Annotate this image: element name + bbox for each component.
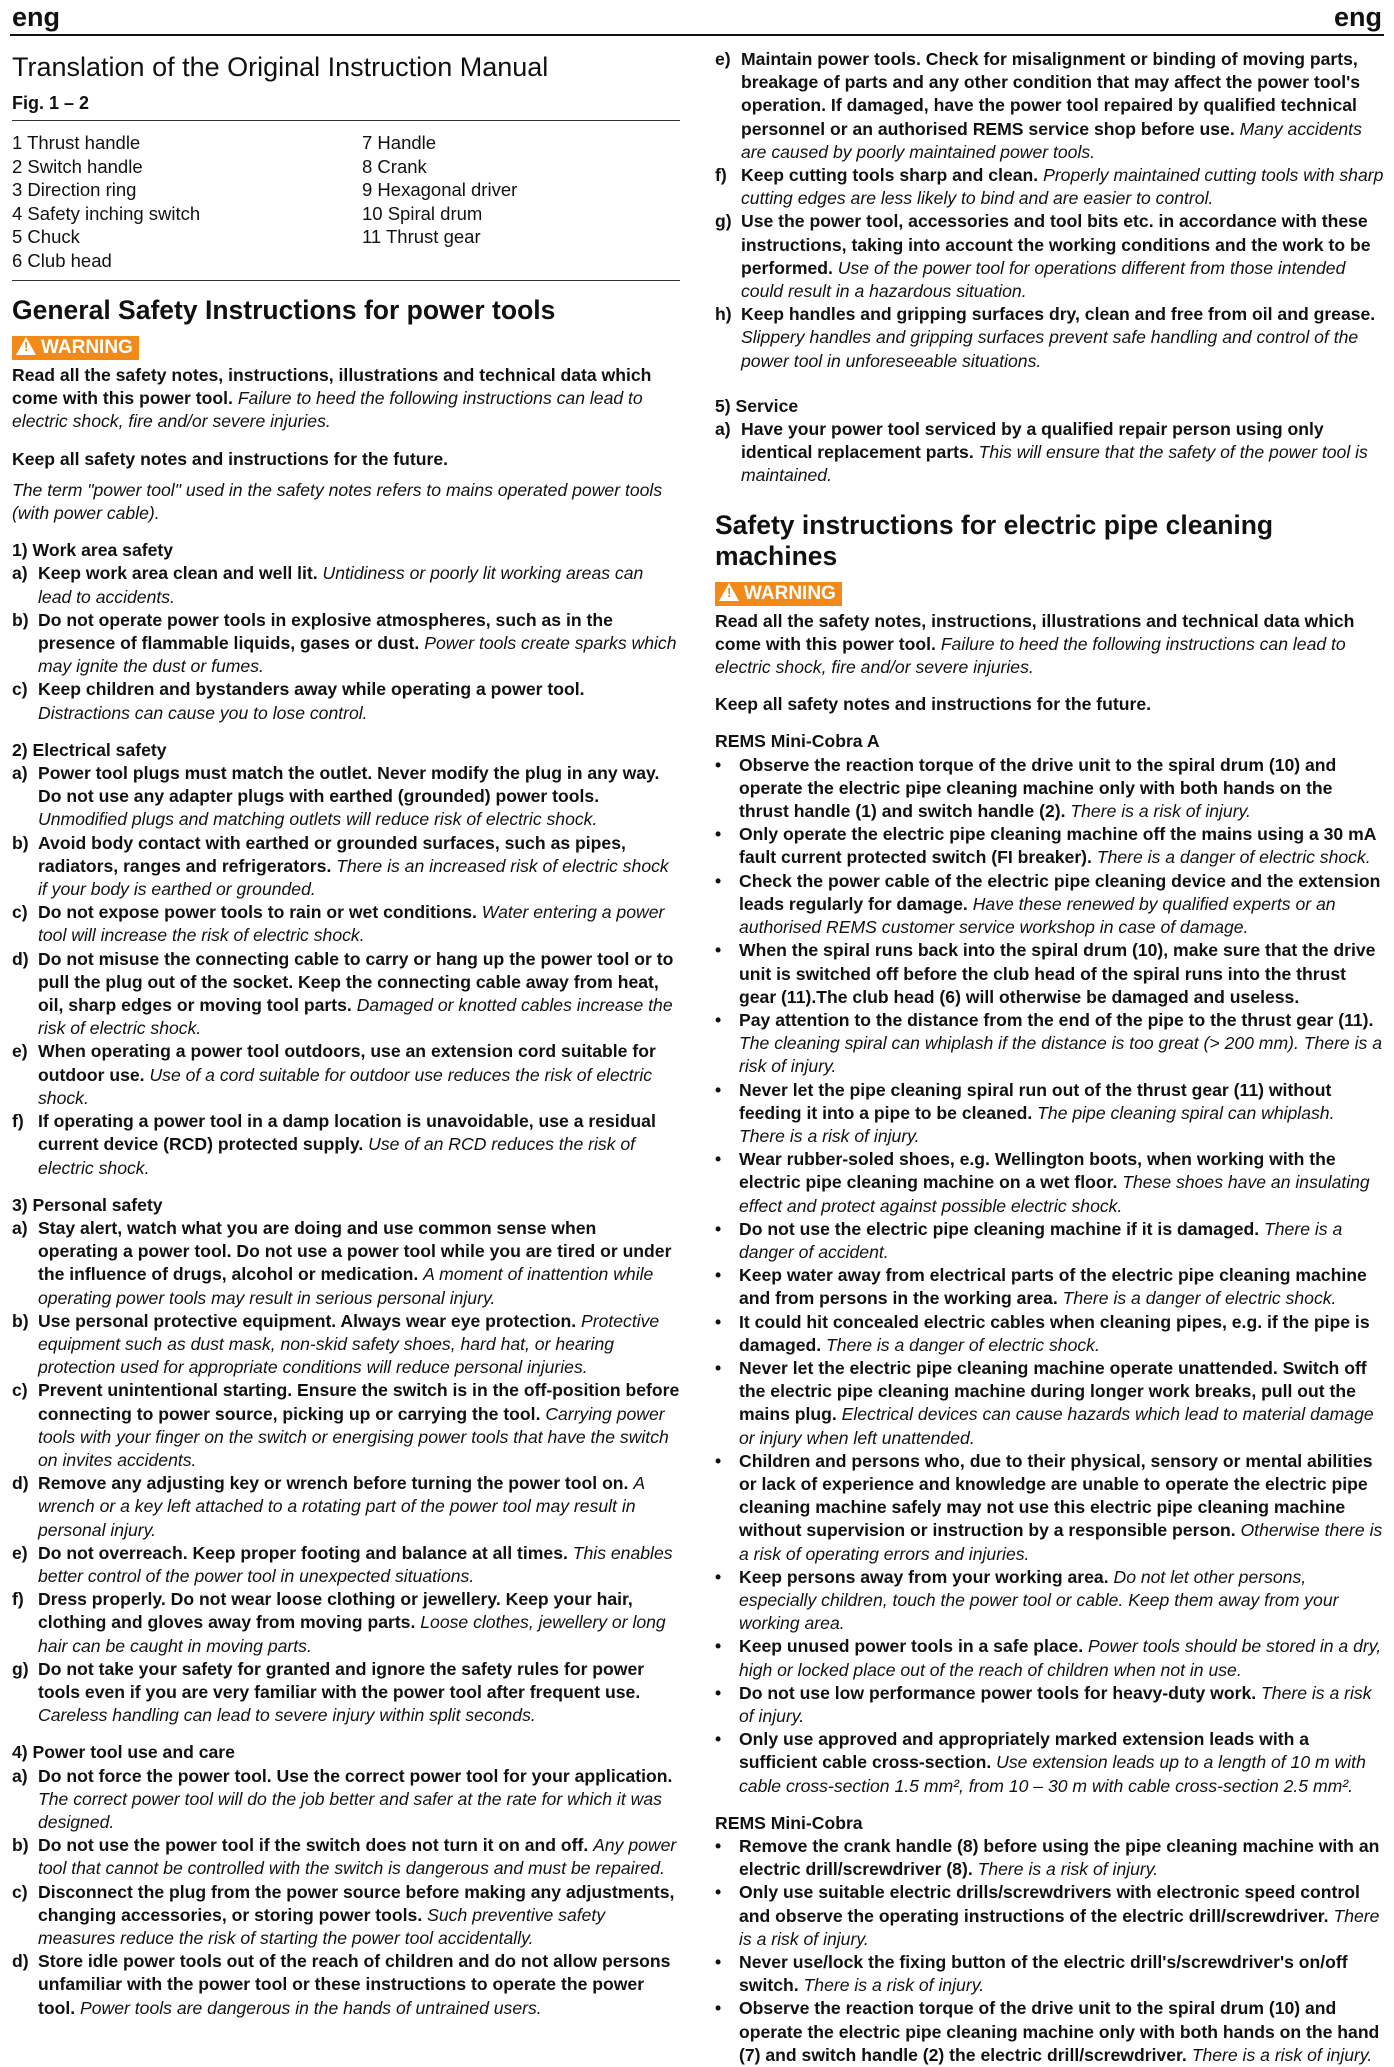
item-explanation: Have these renewed by qualified experts or an authorised REMS customer service workshop in case of damage.: [739, 893, 1336, 938]
list-item: [12, 1834, 680, 1880]
pipe-intro-bold: Read all the safety notes, instructions, illustrations and technical data which come with this power tool.: [715, 610, 1355, 654]
item-instruction: Observe the reaction torque of the drive unit to the spiral drum (10) and operate the electric pipe cleaning machine only with both hands on the thrust handle (1) and switch handle (2).: [739, 754, 1337, 822]
warning-label: WARNING: [744, 582, 836, 604]
item-instruction: Prevent unintentional starting. Ensure the switch is in the off-position before connecting to power source, picking up or carrying the tool.: [38, 1380, 680, 1424]
item-explanation: Power tools should be stored in a dry, high or locked place out of the reach of children when not in use.: [739, 1636, 1382, 1680]
list-item: [12, 1040, 680, 1110]
keep-note: Keep all safety notes and instructions for the future.: [12, 448, 449, 469]
part-entry: 5 Chuck: [12, 226, 80, 247]
bullet-marker: •: [715, 1952, 722, 1973]
item-text: [38, 1310, 680, 1380]
item-instruction: Never let the pipe cleaning spiral run out of the thrust gear (11) without feeding it into a pipe to be cleaned.: [739, 1079, 1332, 1123]
item-explanation: Loose clothes, jewellery or long hair can be caught in moving parts.: [38, 1612, 666, 1656]
bullet-item: [715, 1311, 1385, 1357]
item-instruction: Never use/lock the fixing button of the electric drill's/screwdriver's on/off switch.: [739, 1952, 1348, 1996]
parts-list-right: [362, 131, 662, 272]
item-explanation: There is a danger of electric shock.: [826, 1334, 1100, 1355]
item-instruction: Do not operate power tools in explosive atmospheres, such as in the presence of flammable liquids, gases or dust.: [38, 609, 613, 654]
item-marker: d): [12, 948, 29, 969]
item-explanation: Slippery handles and gripping surfaces prevent safe handling and control of the power tool in unforeseeable situations.: [741, 327, 1359, 371]
section-heading: 4) Power tool use and care: [12, 1742, 235, 1763]
bullet-marker: •: [715, 1357, 722, 1378]
item-text: [739, 1311, 1385, 1357]
item-text: [38, 1834, 680, 1880]
item-explanation: There is an increased risk of electric shock if your body is earthed or grounded.: [38, 855, 669, 900]
bullet-item: [715, 1997, 1385, 2067]
bullet-item: [715, 939, 1385, 1009]
bullet-marker: •: [715, 1729, 722, 1750]
bullet-marker: •: [715, 824, 722, 845]
item-explanation: Careless handling can lead to severe injury within split seconds.: [38, 1705, 536, 1726]
item-explanation: Untidiness or poorly lit working areas can lead to accidents.: [38, 563, 644, 607]
item-explanation: Such preventive safety measures reduce the risk of starting the power tool accidentally.: [38, 1904, 606, 1948]
list-item: [12, 1765, 680, 1835]
section-heading: 2) Electrical safety: [12, 739, 167, 760]
item-marker: e): [12, 1542, 28, 1563]
item-explanation: Protective equipment such as dust mask, non-skid safety shoes, hard hat, or hearing protection used for appropriate conditions will reduce personal injuries.: [38, 1310, 660, 1378]
item-text: [741, 303, 1385, 373]
item-instruction: Do not take your safety for granted and ignore the safety rules for power tools even if you are very familiar with the power tool after frequent use.: [38, 1658, 645, 1702]
item-instruction: Disconnect the plug from the power source before making any adjustments, changing accessories, or storing power tools.: [38, 1881, 675, 1925]
list-item: [715, 303, 1385, 373]
item-instruction: When operating a power tool outdoors, use an extension cord suitable for outdoor use.: [38, 1041, 656, 1085]
bullet-marker: •: [715, 1682, 722, 1703]
item-instruction: Check the power cable of the electric pipe cleaning device and the extension leads regularly for damage.: [739, 870, 1381, 914]
item-explanation: Use extension leads up to a length of 10 m with cable cross-section 1.5 mm², from 10 – 30 m with cable cross-section 2.5 mm².: [739, 1752, 1366, 1796]
item-instruction: Remove any adjusting key or wrench before turning the power tool on.: [38, 1473, 629, 1494]
item-text: [38, 762, 680, 832]
item-explanation: The pipe cleaning spiral can whiplash. There is a risk of injury.: [739, 1102, 1335, 1146]
item-text: [38, 1588, 680, 1658]
item-text: [739, 1357, 1385, 1450]
item-explanation: The cleaning spiral can whiplash if the distance is too great (> 200 mm). There is a risk of injury.: [739, 1033, 1382, 1077]
part-entry: 3 Direction ring: [12, 179, 137, 200]
part-entry: 11 Thrust gear: [362, 226, 481, 247]
item-instruction: Children and persons who, due to their physical, sensory or mental abilities or lack of experience and knowledge are unable to operate the electric pipe cleaning machine safely may not use this electric pipe cleaning machine without supervision or instruction by a responsible person.: [739, 1450, 1373, 1541]
item-explanation: These shoes have an insulating effect and protect against possible electric shock.: [739, 1172, 1370, 1216]
bullet-item: [715, 870, 1385, 940]
bullet-item: [715, 1951, 1385, 1997]
bullet-item: [715, 1635, 1385, 1681]
item-instruction: Observe the reaction torque of the drive unit to the spiral drum (10) and operate the electric pipe cleaning machine only with both hands on the hand (7) and switch handle (2) the electric drill/screwdriver.: [739, 1998, 1380, 2065]
item-marker: h): [715, 304, 732, 325]
list-item: [12, 678, 680, 724]
item-marker: c): [12, 902, 28, 923]
part-entry: 7 Handle: [362, 132, 437, 153]
item-instruction: Pay attention to the distance from the end of the pipe to the thrust gear (11).: [739, 1009, 1374, 1030]
item-instruction: Only use suitable electric drills/screwdrivers with electronic speed control and observe the operating instructions of the electric drill/screwdriver.: [739, 1882, 1360, 1926]
group-a-title: REMS Mini-Cobra A: [715, 731, 880, 752]
item-marker: c): [12, 1380, 28, 1401]
item-explanation: Use of the power tool for operations different from those intended could result in a hazardous situation.: [741, 257, 1346, 302]
bullet-marker: •: [715, 1149, 722, 1170]
item-instruction: Do not use the power tool if the switch does not turn it on and off.: [38, 1835, 589, 1856]
item-text: [739, 1951, 1385, 1997]
bullet-item: [715, 1357, 1385, 1450]
bullet-item: [715, 1728, 1385, 1798]
list-item: [12, 1542, 680, 1588]
pipe-keep-note: Keep all safety notes and instructions for the future.: [715, 694, 1152, 715]
bullet-marker: •: [715, 870, 722, 891]
part-entry: 4 Safety inching switch: [12, 202, 201, 224]
list-item: [12, 1950, 680, 2020]
pipe-intro-italic: Failure to heed the following instructions can lead to electric shock, fire and/or severe injuries.: [715, 633, 1346, 678]
part-entry: 8 Crank: [362, 155, 427, 177]
item-explanation: There is a risk of injury.: [1070, 801, 1251, 822]
item-text: [739, 1148, 1385, 1218]
bullet-marker: •: [715, 1009, 722, 1030]
bullet-marker: •: [715, 1218, 722, 1239]
item-text: [38, 562, 680, 608]
parts-list-left: [12, 131, 362, 272]
bullet-marker: •: [715, 940, 722, 961]
bullet-item: [715, 823, 1385, 869]
item-marker: f): [12, 1589, 24, 1610]
item-instruction: Keep unused power tools in a safe place.: [739, 1636, 1084, 1657]
group-a-list: [715, 754, 1385, 1798]
item-text: [38, 1040, 680, 1110]
item-instruction: Do not expose power tools to rain or wet conditions.: [38, 902, 477, 923]
right-column: [715, 48, 1385, 2067]
item-marker: e): [12, 1041, 28, 1062]
item-text: [739, 1728, 1385, 1798]
item-marker: f): [715, 165, 727, 186]
group-b-list: [715, 1835, 1385, 2067]
item-instruction: If operating a power tool in a damp location is unavoidable, use a residual current device (RCD) protected supply.: [38, 1111, 656, 1155]
item-instruction: Dress properly. Do not wear loose clothing or jewellery. Keep your hair, clothing and gloves away from moving parts.: [38, 1589, 633, 1633]
item-instruction: Have your power tool serviced by a qualified repair person using only identical replacement parts.: [741, 419, 1324, 463]
item-explanation: This will ensure that the safety of the power tool is maintained.: [741, 442, 1368, 486]
bullet-item: [715, 1566, 1385, 1636]
bullet-item: [715, 1450, 1385, 1566]
item-text: [739, 1997, 1385, 2067]
item-text: [38, 1542, 680, 1588]
item-text: [739, 823, 1385, 869]
item-explanation: Do not let other persons, especially children, touch the power tool or cable. Keep them away from your working area.: [739, 1566, 1339, 1634]
item-text: [741, 48, 1385, 164]
item-text: [38, 1110, 680, 1180]
group-b-title: REMS Mini-Cobra: [715, 1812, 863, 1833]
pipe-safety-title: Safety instructions for electric pipe cleaning machines: [715, 509, 1274, 571]
item-instruction: Power tool plugs must match the outlet. Never modify the plug in any way. Do not use any adapter plugs with earthed (grounded) power tools.: [38, 763, 660, 807]
service-title: 5) Service: [715, 395, 799, 416]
item-text: [739, 1009, 1385, 1079]
item-explanation: Power tools are dangerous in the hands of untrained users.: [80, 1997, 542, 2018]
bullet-marker: •: [715, 1836, 722, 1857]
item-text: [741, 210, 1385, 303]
warning-label: WARNING: [41, 337, 133, 358]
list-item: [12, 1588, 680, 1658]
item-explanation: There is a danger of electric shock.: [1062, 1288, 1337, 1309]
list-item: [715, 48, 1385, 164]
list-item: [12, 1881, 680, 1951]
item-instruction: Do not use the electric pipe cleaning machine if it is damaged.: [739, 1218, 1260, 1239]
item-marker: a): [12, 563, 28, 584]
list-item: [715, 164, 1385, 210]
bullet-marker: •: [715, 1566, 722, 1587]
bullet-item: [715, 1218, 1385, 1264]
bullet-marker: •: [715, 1636, 722, 1657]
item-text: [739, 1450, 1385, 1566]
item-explanation: Many accidents are caused by poorly maintained power tools.: [741, 118, 1362, 162]
item-explanation: Unmodified plugs and matching outlets will reduce risk of electric shock.: [38, 809, 598, 830]
part-entry: 10 Spiral drum: [362, 202, 483, 224]
item-instruction: Do not misuse the connecting cable to carry or hang up the power tool or to pull the plug out of the socket. Keep the connecting cable away from heat, oil, sharp edges or moving tool parts.: [38, 948, 674, 1016]
bullet-item: [715, 1009, 1385, 1079]
item-instruction: Keep handles and gripping surfaces dry, clean and free from oil and grease.: [741, 304, 1376, 325]
item-explanation: Carrying power tools with your finger on the switch or energising power tools that have the switch on invites accidents.: [38, 1403, 669, 1470]
item-text: [739, 1566, 1385, 1636]
item-text: [741, 418, 1385, 488]
left-column: [12, 48, 680, 2020]
item-explanation: Otherwise there is a risk of operating errors and injuries.: [739, 1520, 1383, 1564]
language-label-left: eng: [12, 2, 61, 32]
intro-bold: Read all the safety notes, instructions, illustrations and technical data which come with this power tool.: [12, 365, 652, 409]
bullet-item: [715, 754, 1385, 824]
item-instruction: Remove the crank handle (8) before using the pipe cleaning machine with an electric drill/screwdriver (8).: [739, 1836, 1380, 1880]
item-explanation: Water entering a power tool will increase the risk of electric shock.: [38, 902, 665, 946]
term-note: The term "power tool" used in the safety notes refers to mains operated power tools (with power cable).: [12, 479, 663, 524]
warning-icon: !: [719, 583, 739, 601]
item-text: [739, 1079, 1385, 1149]
bullet-item: [715, 1264, 1385, 1310]
bullet-marker: •: [715, 754, 722, 775]
item-instruction: Store idle power tools out of the reach of children and do not allow persons unfamiliar with the power tool or these instructions to operate the power tool.: [38, 1951, 671, 2018]
item-explanation: There is a risk of injury.: [739, 1905, 1380, 1949]
item-text: [38, 678, 680, 724]
list-item: [12, 1310, 680, 1380]
item-explanation: There is a risk of injury.: [1191, 2044, 1373, 2065]
warning-badge: [12, 336, 139, 360]
item-instruction: Keep work area clean and well lit.: [38, 563, 318, 584]
item-marker: d): [12, 1473, 29, 1494]
list-item: [12, 948, 680, 1041]
item-text: [739, 939, 1385, 1009]
item-explanation: There is a risk of injury.: [977, 1859, 1159, 1880]
bullet-marker: •: [715, 1311, 722, 1332]
item-explanation: Any power tool that cannot be controlled with the switch is dangerous and must be repaired.: [38, 1835, 677, 1879]
part-entry: 6 Club head: [12, 249, 112, 271]
item-text: [739, 870, 1385, 940]
item-instruction: When the spiral runs back into the spiral drum (10), make sure that the drive unit is switched off before the club head of the spiral runs into the thrust gear (11).The club head (6) will otherwise be damaged and useless.: [739, 940, 1376, 1007]
bullet-item: [715, 1682, 1385, 1728]
list-item: [12, 1472, 680, 1542]
item-instruction: Do not overreach. Keep proper footing and balance at all times.: [38, 1542, 568, 1563]
language-label-right: eng: [1333, 2, 1382, 32]
item-text: [739, 1881, 1385, 1951]
item-marker: g): [12, 1658, 29, 1679]
item-marker: b): [12, 1835, 29, 1856]
item-text: [741, 164, 1385, 210]
item-instruction: It could hit concealed electric cables when cleaning pipes, e.g. if the pipe is damaged.: [739, 1311, 1370, 1355]
item-text: [739, 1218, 1385, 1264]
list-item: [12, 832, 680, 902]
item-explanation: Damaged or knotted cables increase the risk of electric shock.: [38, 995, 673, 1039]
item-text: [739, 1635, 1385, 1681]
item-marker: b): [12, 1310, 29, 1331]
document-title: Translation of the Original Instruction Manual: [12, 52, 549, 82]
item-explanation: A wrench or a key left attached to a rotating part of the power tool may result in personal injury.: [38, 1473, 645, 1540]
item-instruction: Keep persons away from your working area.: [739, 1566, 1109, 1587]
item-text: [739, 1682, 1385, 1728]
item-instruction: Do not use low performance power tools for heavy-duty work.: [739, 1682, 1257, 1703]
bullet-marker: •: [715, 1265, 722, 1286]
item-instruction: Use the power tool, accessories and tool bits etc. in accordance with these instructions, taking into account the working conditions and the work to be performed.: [741, 211, 1371, 278]
tool-use-continued: [715, 48, 1385, 373]
list-item: [12, 609, 680, 679]
item-text: [38, 1950, 680, 2020]
divider: [12, 280, 680, 281]
item-explanation: Distractions can cause you to lose control.: [38, 702, 368, 723]
item-marker: g): [715, 211, 732, 232]
item-marker: b): [12, 832, 29, 853]
section-heading: 3) Personal safety: [12, 1194, 163, 1215]
general-safety-title: General Safety Instructions for power tools: [12, 295, 556, 325]
warning-badge: [715, 582, 842, 606]
item-instruction: Only use approved and appropriately marked extension leads with a sufficient cable cross-section.: [739, 1729, 1310, 1773]
item-text: [38, 1217, 680, 1310]
item-text: [38, 609, 680, 679]
item-explanation: Power tools create sparks which may ignite the dust or fumes.: [38, 633, 677, 677]
list-item: [12, 762, 680, 832]
item-instruction: Avoid body contact with earthed or grounded surfaces, such as pipes, radiators, ranges and refrigerators.: [38, 832, 626, 876]
item-explanation: There is a risk of injury.: [739, 1682, 1372, 1726]
item-marker: c): [12, 1881, 28, 1902]
item-instruction: Use personal protective equipment. Always wear eye protection.: [38, 1310, 577, 1331]
item-instruction: Only operate the electric pipe cleaning machine off the mains using a 30 mA fault current protected switch (FI breaker).: [739, 824, 1376, 868]
item-explanation: There is a danger of electric shock.: [1096, 847, 1371, 868]
item-marker: a): [12, 1217, 28, 1238]
item-explanation: This enables better control of the power tool in unexpected situations.: [38, 1542, 673, 1586]
item-text: [38, 1379, 680, 1472]
list-item: [12, 1379, 680, 1472]
item-text: [38, 901, 680, 947]
bullet-item: [715, 1835, 1385, 1881]
warning-icon: !: [16, 337, 36, 355]
bullet-marker: •: [715, 1450, 722, 1471]
item-instruction: Stay alert, watch what you are doing and use common sense when operating a power tool. Do not use a power tool while you are tired or under the influence of drugs, alcohol or medication.: [38, 1217, 672, 1285]
item-explanation: Properly maintained cutting tools with sharp cutting edges are less likely to bind and are easier to control.: [741, 165, 1384, 209]
parts-legend: [12, 121, 680, 280]
item-text: [38, 832, 680, 902]
list-item: [12, 1110, 680, 1180]
part-entry: 9 Hexagonal driver: [362, 179, 518, 200]
list-item: [12, 901, 680, 947]
item-marker: a): [12, 763, 28, 784]
general-sections: [12, 539, 680, 2020]
item-marker: b): [12, 609, 29, 630]
item-marker: a): [12, 1765, 28, 1786]
item-marker: a): [715, 419, 731, 440]
item-text: [38, 1765, 680, 1835]
part-entry: 2 Switch handle: [12, 155, 143, 177]
item-text: [739, 1835, 1385, 1881]
item-text: [38, 948, 680, 1041]
header-rule: [10, 34, 1384, 36]
item-text: [38, 1658, 680, 1728]
list-item: [12, 1658, 680, 1728]
service-items: [715, 418, 1385, 488]
item-explanation: There is a danger of accident.: [739, 1218, 1343, 1262]
item-text: [739, 754, 1385, 824]
item-instruction: Do not force the power tool. Use the correct power tool for your application.: [38, 1765, 673, 1786]
list-item: [12, 1217, 680, 1310]
part-entry: 1 Thrust handle: [12, 132, 141, 153]
item-instruction: Keep cutting tools sharp and clean.: [741, 165, 1039, 186]
item-text: [38, 1472, 680, 1542]
bullet-item: [715, 1079, 1385, 1149]
item-explanation: Electrical devices can cause hazards which lead to material damage or injury when left unattended.: [739, 1404, 1374, 1448]
item-instruction: Never let the electric pipe cleaning machine operate unattended. Switch off the electric pipe cleaning machine during longer work breaks, pull out the mains plug.: [739, 1357, 1367, 1425]
list-item: [715, 418, 1385, 488]
item-explanation: A moment of inattention while operating power tools may result in serious personal injury.: [38, 1264, 654, 1308]
list-item: [12, 562, 680, 608]
item-instruction: Keep water away from electrical parts of the electric pipe cleaning machine and from persons in the working area.: [739, 1265, 1367, 1309]
item-instruction: Maintain power tools. Check for misalignment or binding of moving parts, breakage of parts and any other condition that may affect the power tool's operation. If damaged, have the power tool repaired by qualified technical personnel or an authorised REMS service shop before use.: [741, 49, 1361, 139]
bullet-marker: •: [715, 1998, 722, 2019]
item-marker: e): [715, 49, 731, 69]
bullet-item: [715, 1881, 1385, 1951]
item-marker: c): [12, 679, 28, 700]
item-text: [739, 1264, 1385, 1310]
item-explanation: Use of a cord suitable for outdoor use reduces the risk of electric shock.: [38, 1064, 653, 1108]
bullet-marker: •: [715, 1079, 722, 1100]
bullet-item: [715, 1148, 1385, 1218]
item-marker: f): [12, 1111, 24, 1132]
item-text: [38, 1881, 680, 1951]
item-instruction: Keep children and bystanders away while operating a power tool.: [38, 679, 585, 700]
item-instruction: Wear rubber-soled shoes, e.g. Wellington boots, when working with the electric pipe cleaning machine on a wet floor.: [739, 1149, 1336, 1193]
item-marker: d): [12, 1951, 29, 1972]
intro-italic: Failure to heed the following instructions can lead to electric shock, fire and/or severe injuries.: [12, 388, 643, 432]
list-item: [715, 210, 1385, 303]
item-explanation: There is a risk of injury.: [803, 1975, 985, 1996]
section-heading: 1) Work area safety: [12, 540, 174, 561]
item-explanation: The correct power tool will do the job better and safer at the rate for which it was designed.: [38, 1788, 662, 1832]
item-explanation: Use of an RCD reduces the risk of electric shock.: [38, 1134, 636, 1178]
bullet-marker: •: [715, 1882, 722, 1903]
figure-label: Fig. 1 – 2: [12, 93, 90, 113]
